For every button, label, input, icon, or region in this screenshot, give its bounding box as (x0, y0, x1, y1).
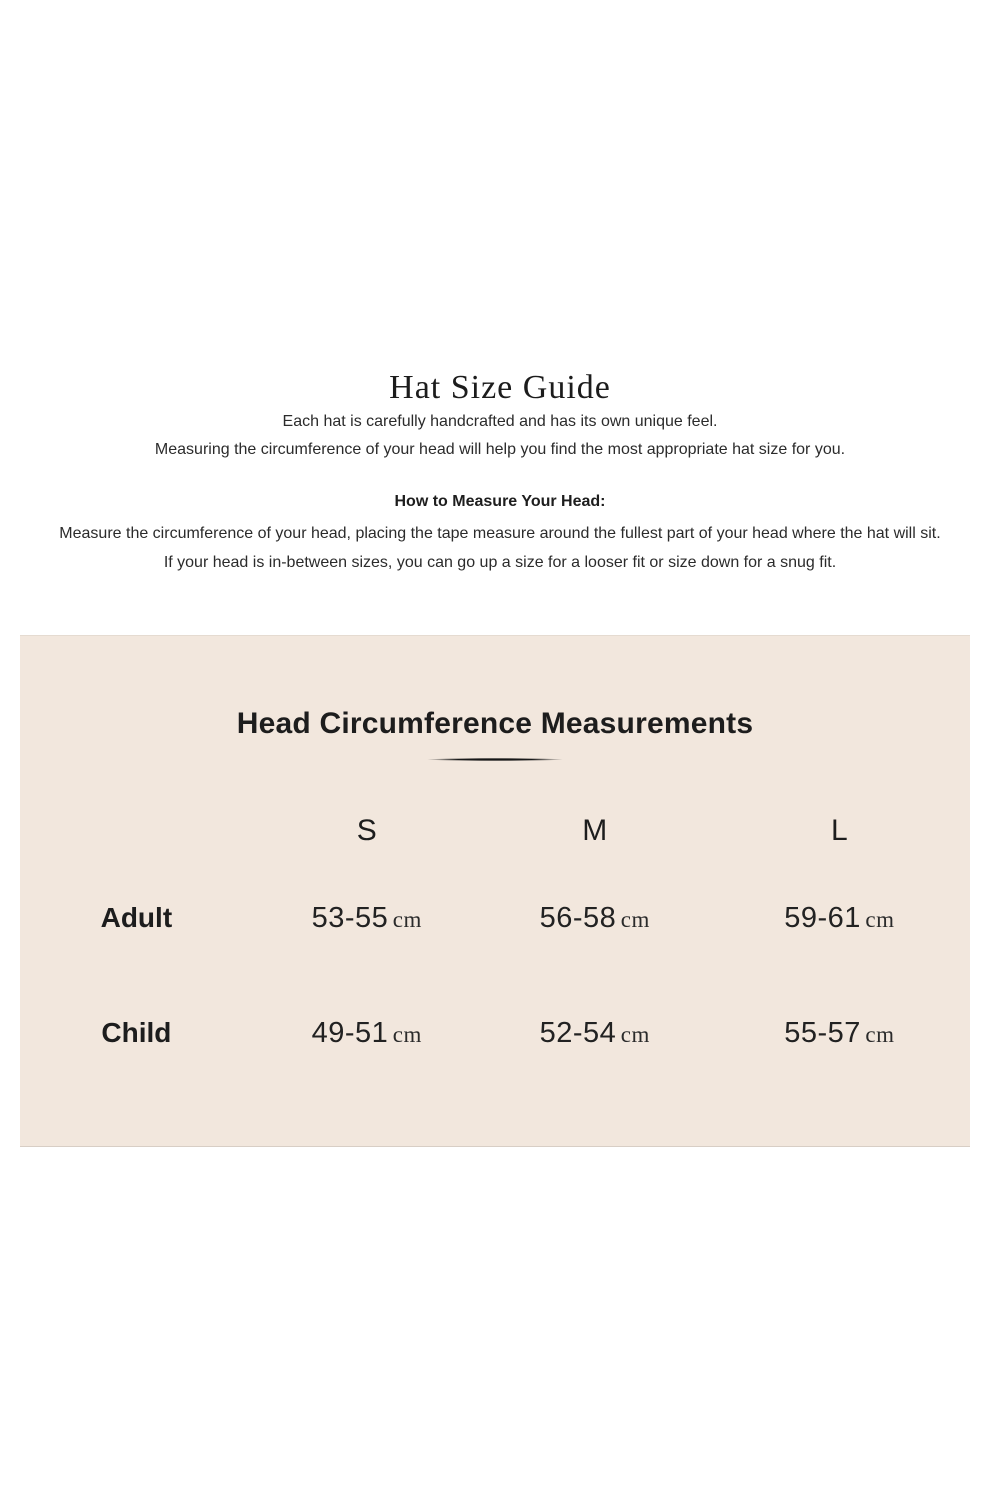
page-title: Hat Size Guide (389, 368, 611, 406)
column-header-m: M (582, 814, 608, 847)
intro-line-1: Each hat is carefully handcrafted and has its own unique feel. (282, 413, 718, 430)
table-row-child (20, 1011, 970, 1060)
adult-size-s-cell (253, 896, 481, 945)
child-s-value: 49-51 (311, 1017, 389, 1049)
adult-size-m-cell (481, 896, 709, 945)
adult-m-value: 56-58 (539, 902, 617, 934)
measurements-heading: Head Circumference Measurements (236, 707, 754, 740)
measurements-panel (20, 635, 970, 1147)
intro-line-2: Measuring the circumference of your head will help you find the most appropriate hat size for you. (154, 441, 846, 458)
column-header-s: S (356, 814, 377, 847)
intro-paragraph (0, 408, 1000, 464)
child-m-unit: cm (620, 1022, 650, 1047)
child-l-value: 55-57 (784, 1017, 861, 1049)
adult-s-value: 53-55 (311, 902, 389, 934)
row-label-adult: Adult (100, 902, 173, 933)
child-s-unit: cm (392, 1022, 422, 1047)
row-label-child: Child (101, 1017, 172, 1048)
size-table-header-row (20, 811, 970, 851)
column-header-l: L (831, 814, 848, 847)
how-to-heading: How to Measure Your Head: (394, 493, 606, 510)
child-size-s-cell (253, 1011, 481, 1060)
child-size-m-cell (481, 1011, 709, 1060)
how-to-line-2: If your head is in-between sizes, you can go up a size for a looser fit or size down for a snug fit. (163, 554, 837, 571)
adult-l-unit: cm (865, 907, 895, 932)
how-to-line-1: Measure the circumference of your head, placing the tape measure around the fullest part of your head where the hat will sit. (59, 525, 941, 542)
adult-l-value: 59-61 (784, 902, 861, 934)
child-l-unit: cm (865, 1022, 895, 1047)
adult-m-unit: cm (620, 907, 650, 932)
child-m-value: 52-54 (539, 1017, 617, 1049)
how-to-measure-section (0, 490, 1000, 577)
table-row-adult (20, 896, 970, 945)
header-spacer-cell (20, 811, 253, 851)
heading-underline-decoration (425, 758, 565, 761)
adult-s-unit: cm (392, 907, 422, 932)
child-size-l-cell (709, 1011, 970, 1060)
adult-size-l-cell (709, 896, 970, 945)
